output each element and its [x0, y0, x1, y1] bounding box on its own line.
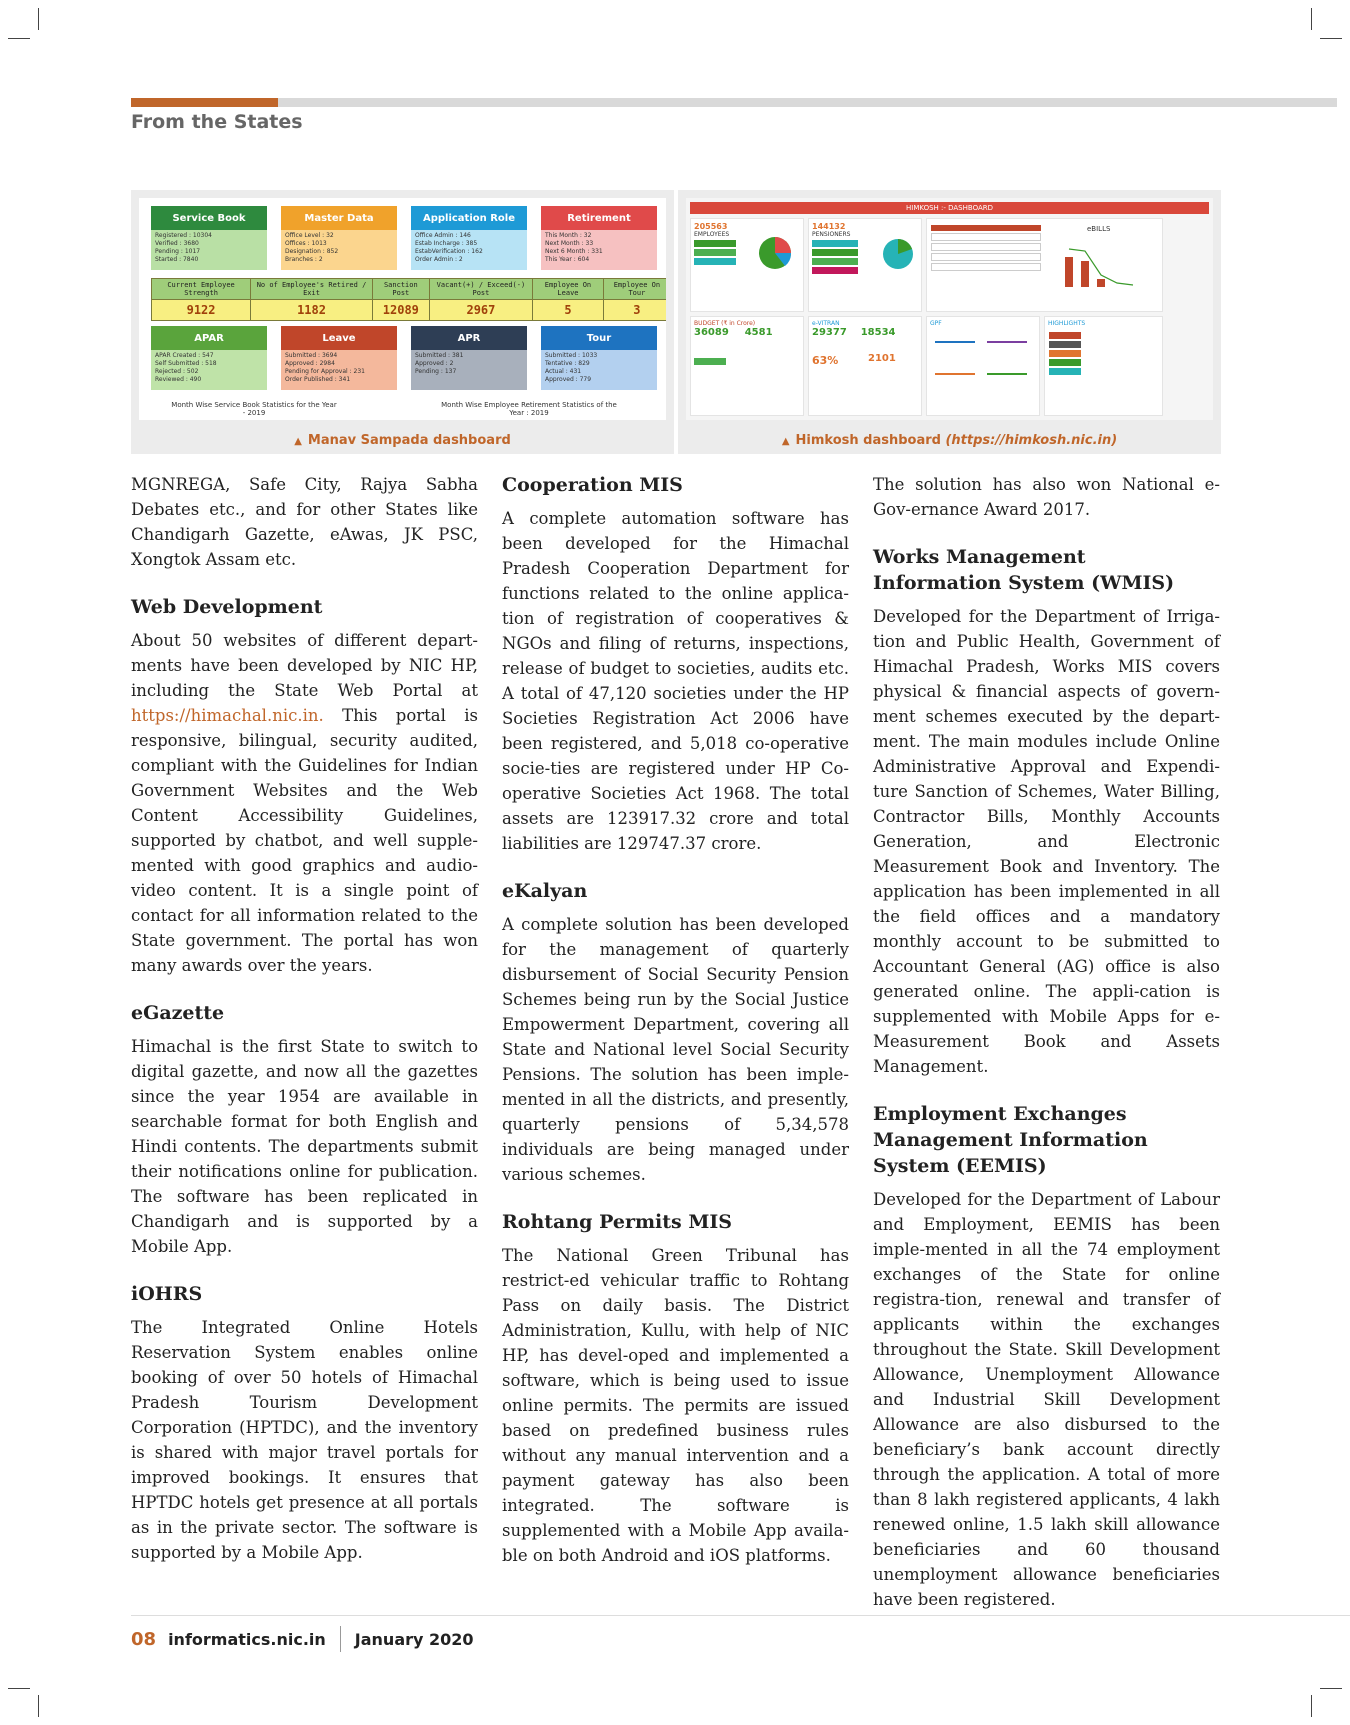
table-header-cell: Sanction Post — [372, 279, 429, 300]
tile-stat: Reviewed : 490 — [155, 376, 202, 383]
footer-divider — [340, 1626, 341, 1652]
tile-stat: Order Published : 341 — [285, 376, 351, 383]
heading-wmis: Works Management Information System (WMIS) — [873, 546, 1175, 594]
tile-title: Tour — [586, 332, 612, 344]
tile-stat: Started : 7840 — [155, 256, 199, 263]
paragraph: Developed for the Department of Irriga-tion and Public Health, Government of Himachal Pradesh, Works MIS covers physical & financial aspects of govern-ment schemes executed by the depart-ment. The main modules include Online Administrative Approval and Expendi-ture Sanction of Schemes, Water Billing, Contractor Bills, Monthly Accounts Generation, and Electronic Measurement Book and Inventory. The application has been implemented in all the field offices and a mandatory monthly account to be submitted to Accountant General (AG) office is also generated online. The appli-cation is supplemented with Mobile Apps for e-Measurement Book and Assets Management. — [873, 607, 1220, 1076]
tile-stat: Next 6 Month : 331 — [545, 248, 603, 255]
tile-stat: Estab Incharge : 385 — [415, 240, 478, 247]
tile-apar[interactable] — [151, 326, 267, 390]
site-name: informatics.nic.in — [168, 1629, 326, 1649]
crop-mark — [1311, 8, 1312, 30]
page-number: 08 — [131, 1628, 157, 1650]
paragraph: The solution has also won National e-Gov-ernance Award 2017. — [873, 475, 1220, 519]
tile-stat: APAR Created : 547 — [155, 352, 214, 359]
header-rule — [131, 98, 1337, 107]
tile-title: Application Role — [422, 212, 516, 224]
footer-rule — [131, 1615, 1350, 1616]
table-value-cell: 1182 — [251, 300, 373, 321]
tile-service-book[interactable] — [151, 206, 267, 270]
heading-egazette: eGazette — [131, 1002, 225, 1024]
service-book-stats-note: Month Wise Service Book Statistics for the Year - 2019 — [171, 401, 337, 417]
paragraph: A complete solution has been developed for the management of quarterly disbursement of Social Security Pension Schemes being run by the Social Justice Empowerment Department, covering all State and National level Social Security Pensions. The solution has been imple-mented in all the districts, and presently, quarterly pensions of 5,34,578 individuals are being managed under various schemes. — [502, 915, 849, 1184]
budget-panel: BUDGET (₹ in Crore) 36089 4581 — [690, 316, 804, 416]
table-value-cell: 3 — [603, 300, 666, 321]
table-header-cell: Current Employee Strength — [152, 279, 251, 300]
table-value-cell: 2967 — [429, 300, 532, 321]
tile-title: APAR — [194, 332, 224, 344]
heading-ekalyan: eKalyan — [502, 880, 588, 902]
pensioners-panel: 144132 PENSIONERS — [808, 218, 922, 312]
tile-stat: Rejected : 502 — [155, 368, 199, 375]
tile-tour[interactable] — [541, 326, 657, 390]
manav-dashboard-image — [139, 198, 666, 420]
himkosh-figure — [678, 190, 1221, 454]
table-value-cell: 12089 — [372, 300, 429, 321]
tile-stat: Designation : 852 — [285, 248, 339, 255]
text-column-3 — [873, 472, 1220, 1634]
crop-mark — [1320, 38, 1342, 39]
tile-title: APR — [457, 332, 481, 344]
triangle-up-icon: ▲ — [294, 436, 302, 447]
text-column-1 — [131, 472, 478, 1587]
figure-caption: ▲ Manav Sampada dashboard — [294, 433, 511, 448]
highlights-panel: HIGHLIGHTS — [1044, 316, 1163, 416]
tile-title: Service Book — [172, 212, 246, 224]
tile-stat: Approved : 2984 — [285, 360, 335, 367]
tile-stat: Pending : 137 — [415, 368, 457, 375]
tile-stat: Branches : 2 — [285, 256, 323, 263]
tile-stat: Verified : 3680 — [155, 240, 199, 247]
tile-title: Leave — [322, 332, 356, 344]
tile-stat: Approved : 2 — [415, 360, 454, 367]
tile-stat: Office Admin : 146 — [415, 232, 471, 239]
paragraph: Developed for the Department of Labour and Employment, EEMIS has been imple-mented in all the 74 employment exchanges of the State for online registra-tion, renewal and transfer of applicants within the exchanges throughout the State. Skill Development Allowance, Unemployment Allowance and Industrial Skill Development Allowance are also disbursed to the beneficiary’s bank account directly through the application. A total of more than 8 lakh registered applicants, 4 lakh renewed online, 1.5 lakh skill allowance beneficiaries and 60 thousand unemployment allowance beneficiaries have been registered. — [873, 1190, 1220, 1609]
employees-pie-chart — [757, 235, 793, 271]
heading-web-development: Web Development — [131, 596, 323, 618]
tile-stat: Submitted : 1033 — [545, 352, 598, 359]
tile-stat: Registered : 10304 — [155, 232, 212, 239]
paragraph: The Integrated Online Hotels Reservation System enables online booking of over 50 hotels of Himachal Pradesh Tourism Development Corporation (HPTDC), and the inventory is shared with major travel portals for improved bookings. It ensures that HPTDC hotels get presence at all portals as in the private sector. The software is supported by a Mobile App. — [131, 1318, 478, 1562]
manav-sampada-figure — [131, 190, 674, 454]
crop-mark — [1320, 1688, 1342, 1689]
crop-mark — [38, 1695, 39, 1717]
tile-stat: EstabVerification : 162 — [415, 248, 483, 255]
paragraph: Himachal is the first State to switch to digital gazette, and now all the gazettes since the year 1954 are available in searchable format for both English and Hindi contents. The departments submit their notifications online for publication. The software has been replicated in Chandigarh and is supported by a Mobile App. — [131, 1037, 478, 1256]
tile-stat: Self Submitted : 518 — [155, 360, 217, 367]
crop-mark — [8, 1688, 30, 1689]
tile-stat: Offices : 1013 — [285, 240, 327, 247]
pensioners-pie-chart — [881, 237, 915, 271]
tile-title: Retirement — [567, 212, 631, 224]
himkosh-title: HIMKOSH :- DASHBOARD — [690, 202, 1209, 214]
heading-iohrs: iOHRS — [131, 1283, 203, 1305]
paragraph: The National Green Tribunal has restrict-ed vehicular traffic to Rohtang Pass on daily basis. The District Administration, Kullu, with help of NIC HP, has devel-oped and implemented a software, which is being used to issue online permits. The permits are issued based on predefined business rules without any manual intervention and a payment gateway has also been integrated. The software is supplemented with a Mobile App availa-ble on both Android and iOS platforms. — [502, 1246, 849, 1565]
table-value-cell: 5 — [533, 300, 604, 321]
section-label: From the States — [131, 111, 303, 133]
tile-apr[interactable] — [411, 326, 527, 390]
paragraph: MGNREGA, Safe City, Rajya Sabha Debates etc., and for other States like Chandigarh Gazette, eAwas, JK PSC, Xongtok Assam etc. — [131, 475, 478, 569]
table-header-cell: Employee On Tour — [603, 279, 666, 300]
triangle-up-icon: ▲ — [781, 436, 790, 447]
tile-stat: Submitted : 3694 — [285, 352, 338, 359]
ebills-panel — [926, 218, 1163, 312]
gpf-panel: GPF — [926, 316, 1040, 416]
paragraph: About 50 websites of different depart-ments have been developed by NIC HP, including the State Web Portal at https://himachal.nic.in. This portal is responsive, bilingual, security audited, compliant with the Guidelines for Indian Government Websites and the Web Content Accessibility Guidelines, supported by chatbot, and well supple-mented with good graphics and audio-video content. It is a single point of contact for all information related to the State government. The portal has won many awards over the years. — [131, 631, 478, 975]
table-value-cell: 9122 — [152, 300, 251, 321]
ebills-bar-chart — [1055, 239, 1155, 299]
himachal-portal-link[interactable]: https://himachal.nic.in. — [131, 706, 324, 725]
tile-stat: Next Month : 33 — [545, 240, 594, 247]
tile-stat: Submitted : 381 — [415, 352, 464, 359]
himkosh-dashboard-image — [686, 198, 1213, 420]
heading-eemis: Employment Exchanges Management Information System (EEMIS) — [873, 1103, 1148, 1177]
tile-master-data[interactable] — [281, 206, 397, 270]
crop-mark — [38, 8, 39, 30]
ebills-label: eBILLS — [1087, 225, 1111, 233]
text-column-2 — [502, 472, 849, 1590]
tile-stat: This Year : 604 — [545, 256, 590, 263]
table-header-cell: Vacant(+) / Exceed(-) Post — [429, 279, 532, 300]
figure-caption: ▲ Himkosh dashboard (https://himkosh.nic.in) — [781, 433, 1118, 448]
table-header-cell: Employee On Leave — [533, 279, 604, 300]
table-header-cell: No of Employee's Retired / Exit — [251, 279, 373, 300]
employees-panel: 205563 EMPLOYEES — [690, 218, 804, 312]
tile-title: Master Data — [304, 212, 374, 224]
himkosh-link[interactable]: (https://himkosh.nic.in) — [945, 433, 1118, 448]
heading-cooperation-mis: Cooperation MIS — [502, 474, 683, 496]
tile-stat: Approved : 779 — [545, 376, 592, 383]
tile-retirement[interactable] — [541, 206, 657, 270]
tile-stat: Order Admin : 2 — [415, 256, 463, 263]
employee-stats-table — [151, 278, 666, 321]
tile-application-role[interactable] — [411, 206, 527, 270]
issue-date: January 2020 — [354, 1629, 474, 1649]
tile-stat: Actual : 431 — [545, 368, 582, 375]
retirement-stats-note: Month Wise Employee Retirement Statistics of the Year : 2019 — [441, 401, 617, 417]
crop-mark — [1311, 1695, 1312, 1717]
paragraph: A complete automation software has been developed for the Himachal Pradesh Cooperation Department for functions related to the online applica-tion of registration of cooperatives & NGOs and filing of returns, inspections, release of budget to societies, audits etc. A total of 47,120 societies under the HP Societies Registration Act 2006 have been registered, and 5,018 co-operative socie-ties are registered under HP Co-operative Societies Act 1968. The total assets are 123917.32 crore and total liabilities are 129747.37 crore. — [502, 509, 849, 853]
crop-mark — [8, 38, 30, 39]
header-accent — [131, 98, 278, 107]
tile-stat: Pending for Approval : 231 — [285, 368, 365, 375]
evitran-panel: e-VITRAN 29377 18534 63% 2101 — [808, 316, 922, 416]
tile-leave[interactable] — [281, 326, 397, 390]
tile-stat: Pending : 1017 — [155, 248, 201, 255]
footer — [131, 1626, 474, 1652]
tile-stat: Tentative : 829 — [545, 360, 590, 367]
tile-stat: This Month : 32 — [545, 232, 592, 239]
tile-stat: Office Level : 32 — [285, 232, 334, 239]
heading-rohtang-permits: Rohtang Permits MIS — [502, 1211, 733, 1233]
